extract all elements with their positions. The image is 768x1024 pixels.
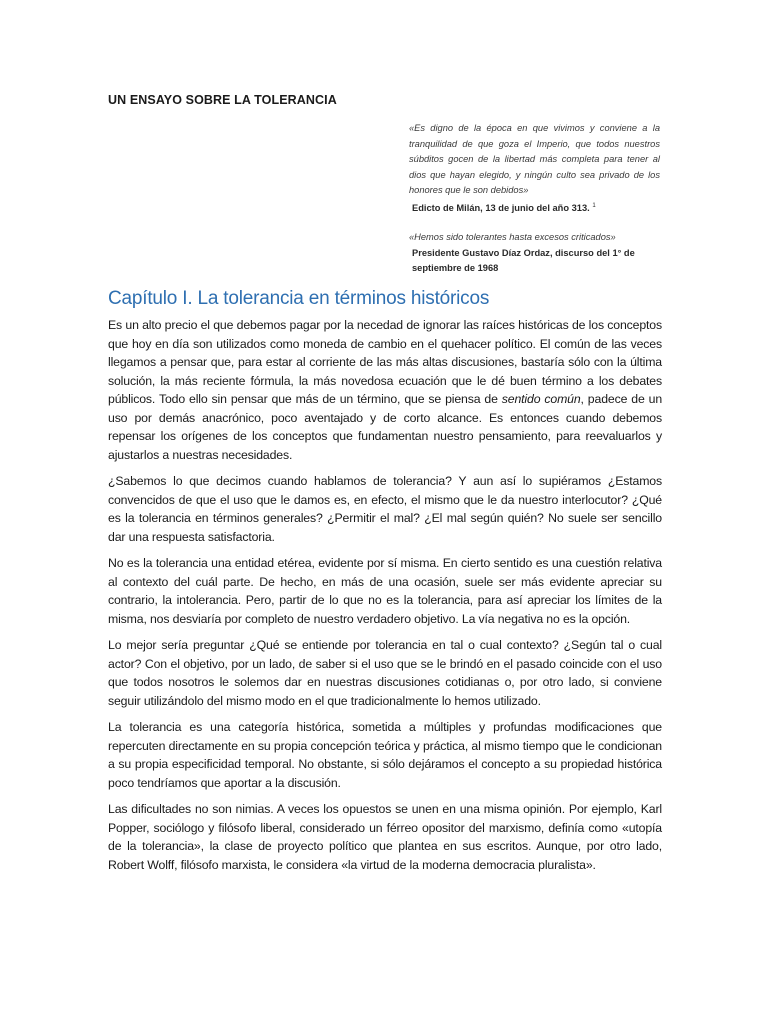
paragraph-text: , padece de un uso por demás anacrónico, poco aventajado y de corto alcance. Es entonces cuando debemos repensar los orígenes de los conceptos que fundamentan nuestro pensamiento, para reevaluarlos y ajustarlos a nuestras necesidades. — [108, 392, 663, 462]
body-text — [108, 316, 662, 882]
emphasis-text: sentido común — [501, 392, 581, 406]
epigraph-attribution — [409, 199, 660, 217]
epigraph-attribution-text: Presidente Gustavo Díaz Ordaz, discurso del 1° de septiembre de 1968 — [412, 247, 635, 273]
footnote-mark[interactable]: 1 — [592, 202, 596, 209]
epigraph-edict — [409, 121, 660, 216]
epigraph-quote: «Es digno de la época en que vivimos y conviene a la tranquilidad de que goza el Imperio, que todos nuestros súbditos gocen de la libertad más completa para tener al dios que hayan elegido, y ningún culto sea privado de los honores que le son debidos» — [409, 123, 660, 195]
paragraph: No es la tolerancia una entidad etérea, evidente por sí misma. En cierto sentido es una cuestión relativa al contexto del cuál parte. De hecho, en más de una ocasión, suele ser más evidente apreciar su contrario, la intolerancia. Pero, partir de lo que no es la tolerancia, para así apreciar los límites de la misma, nos desviaría por completo de nuestro verdadero objetivo. La vía negativa no es la opción. — [108, 556, 662, 626]
paragraph-text: Es un alto precio el que debemos pagar por la necedad de ignorar las raíces históricas de los conceptos que hoy en día son utilizados como moneda de cambio en el quehacer político. El común de las veces llegamos a pensar que, para estar al corriente de las más altas discusiones, bastaría sólo con la última solución, la más reciente fórmula, la más novedosa ecuación que le dé buen término a los debates públicos. Todo ello sin pensar que más de un término, que se piensa de — [108, 318, 662, 406]
paragraph: ¿Sabemos lo que decimos cuando hablamos de tolerancia? Y aun así lo supiéramos ¿Estamos convencidos de que el uso que le damos es, en efecto, el mismo que le da nuestro interlocutor? ¿Qué es la tolerancia en términos generales? ¿Permitir el mal? ¿El mal según quién? No suele ser sencillo dar una respuesta satisfactoria. — [108, 474, 662, 544]
paragraph — [108, 316, 662, 464]
document-title: UN ENSAYO SOBRE LA TOLERANCIA — [108, 93, 337, 107]
epigraph-attribution-text: Edicto de Milán, 13 de junio del año 313. — [412, 202, 590, 213]
chapter-heading: Capítulo I. La tolerancia en términos históricos — [108, 288, 490, 309]
epigraph-attribution — [409, 246, 660, 277]
paragraph: Las dificultades no son nimias. A veces los opuestos se unen en una misma opinión. Por ejemplo, Karl Popper, sociólogo y filósofo liberal, considerado un férreo opositor del marxismo, definía como «utopía de la tolerancia», la clase de proyecto político que plantea en sus escritos. Aunque, por otro lado, Robert Wolff, filósofo marxista, le considera «la virtud de la moderna democracia pluralista». — [108, 802, 662, 872]
epigraph-diaz-ordaz — [409, 230, 660, 277]
paragraph: La tolerancia es una categoría histórica, sometida a múltiples y profundas modificaciones que repercuten directamente en su propia concepción teórica y práctica, al mismo tiempo que le condicionan a su propia especificidad temporal. No obstante, si sólo dejáramos el concepto a su propiedad histórica poco tendríamos que aportar a la discusión. — [108, 720, 662, 790]
paragraph: Lo mejor sería preguntar ¿Qué se entiende por tolerancia en tal o cual contexto? ¿Según tal o cual actor? Con el objetivo, por un lado, de saber si el uso que se le brindó en el pasado coincide con el uso que todos nosotros le solemos dar en nuestras discusiones cotidianas o, por otro lado, si conviene seguir utilizándolo del mismo modo en el que tradicionalmente lo hemos utilizado. — [108, 638, 662, 708]
epigraph-quote: «Hemos sido tolerantes hasta excesos criticados» — [409, 232, 616, 242]
